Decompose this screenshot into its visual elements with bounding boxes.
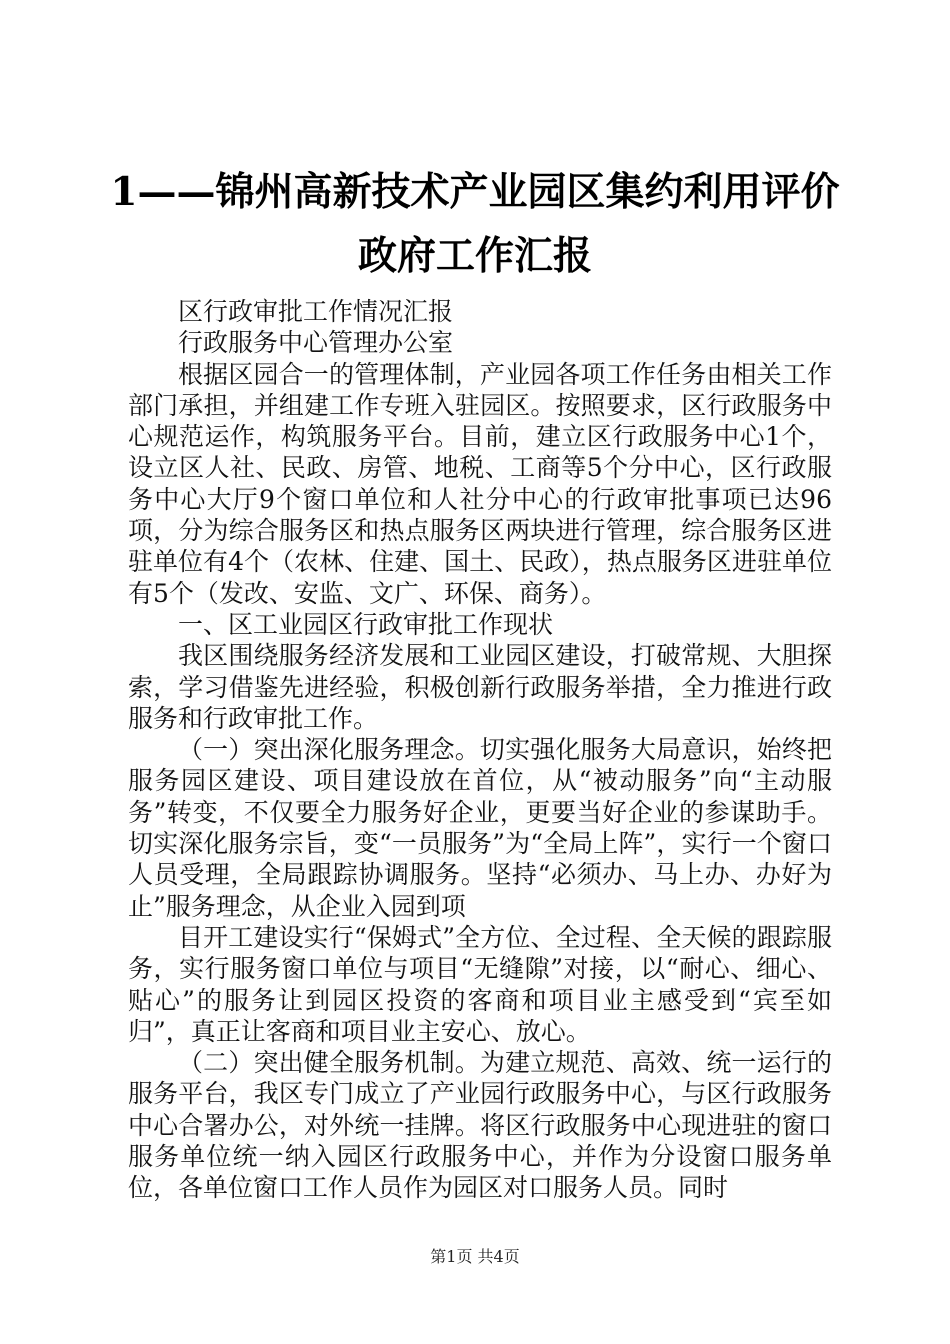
document-title: 1——锦州高新技术产业园区集约利用评价政府工作汇报: [110, 169, 840, 279]
paragraph-intro: 根据区园合一的管理体制，产业园各项工作任务由相关工作部门承担，并组建工作专班入驻园区。按照要求，区行政服务中心规范运作，构筑服务平台。目前，建立区行政服务中心1个，设立区人社、民政、房管、地税、工商等5个分中心，区行政服务中心大厅9个窗口单位和人社分中心的行政审批事项已达96项，分为综合服务区和热点服务区两块进行管理，综合服务区进驻单位有4个（农林、住建、国土、民政），热点服务区进驻单位有5个（发改、安监、文广、环保、商务）。: [128, 359, 832, 608]
section-heading-current-status: 一、区工业园区行政审批工作现状: [178, 609, 554, 639]
paragraph-service-mechanism: （二）突出健全服务机制。为建立规范、高效、统一运行的服务平台，我区专门成立了产业园行政服务中心，与区行政服务中心合署办公，对外统一挂牌。将区行政服务中心现进驻的窗口服务单位统一纳入园区行政服务中心，并作为分设窗口服务单位，各单位窗口工作人员作为园区对口服务人员。同时: [128, 1048, 832, 1203]
paragraph-service-tracking: 目开工建设实行“保姆式”全方位、全过程、全天候的跟踪服务，实行服务窗口单位与项目“无缝隙”对接，以“耐心、细心、贴心”的服务让到园区投资的客商和项目业主感受到“宾至如归”，真正让客商和项目业主安心、放心。: [128, 922, 832, 1046]
document-body: [128, 296, 832, 1204]
page-number-footer: 第1页 共4页: [430, 1247, 520, 1266]
paragraph-report-heading: 区行政审批工作情况汇报: [178, 297, 454, 326]
paragraph-service-concept: （一）突出深化服务理念。切实强化服务大局意识，始终把服务园区建设、项目建设放在首位，从“被动服务”向“主动服务”转变，不仅要全力服务好企业，更要当好企业的参谋助手。切实深化服务宗旨，变“一员服务”为“全局上阵”，实行一个窗口人员受理，全局跟踪协调服务。坚持“必须办、马上办、办好为止”服务理念，从企业入园到项: [128, 735, 832, 921]
paragraph-status-overview: 我区围绕服务经济发展和工业园区建设，打破常规、大胆探索，学习借鉴先进经验，积极创新行政服务举措，全力推进行政服务和行政审批工作。: [128, 641, 832, 733]
paragraph-office-name: 行政服务中心管理办公室: [178, 328, 454, 358]
